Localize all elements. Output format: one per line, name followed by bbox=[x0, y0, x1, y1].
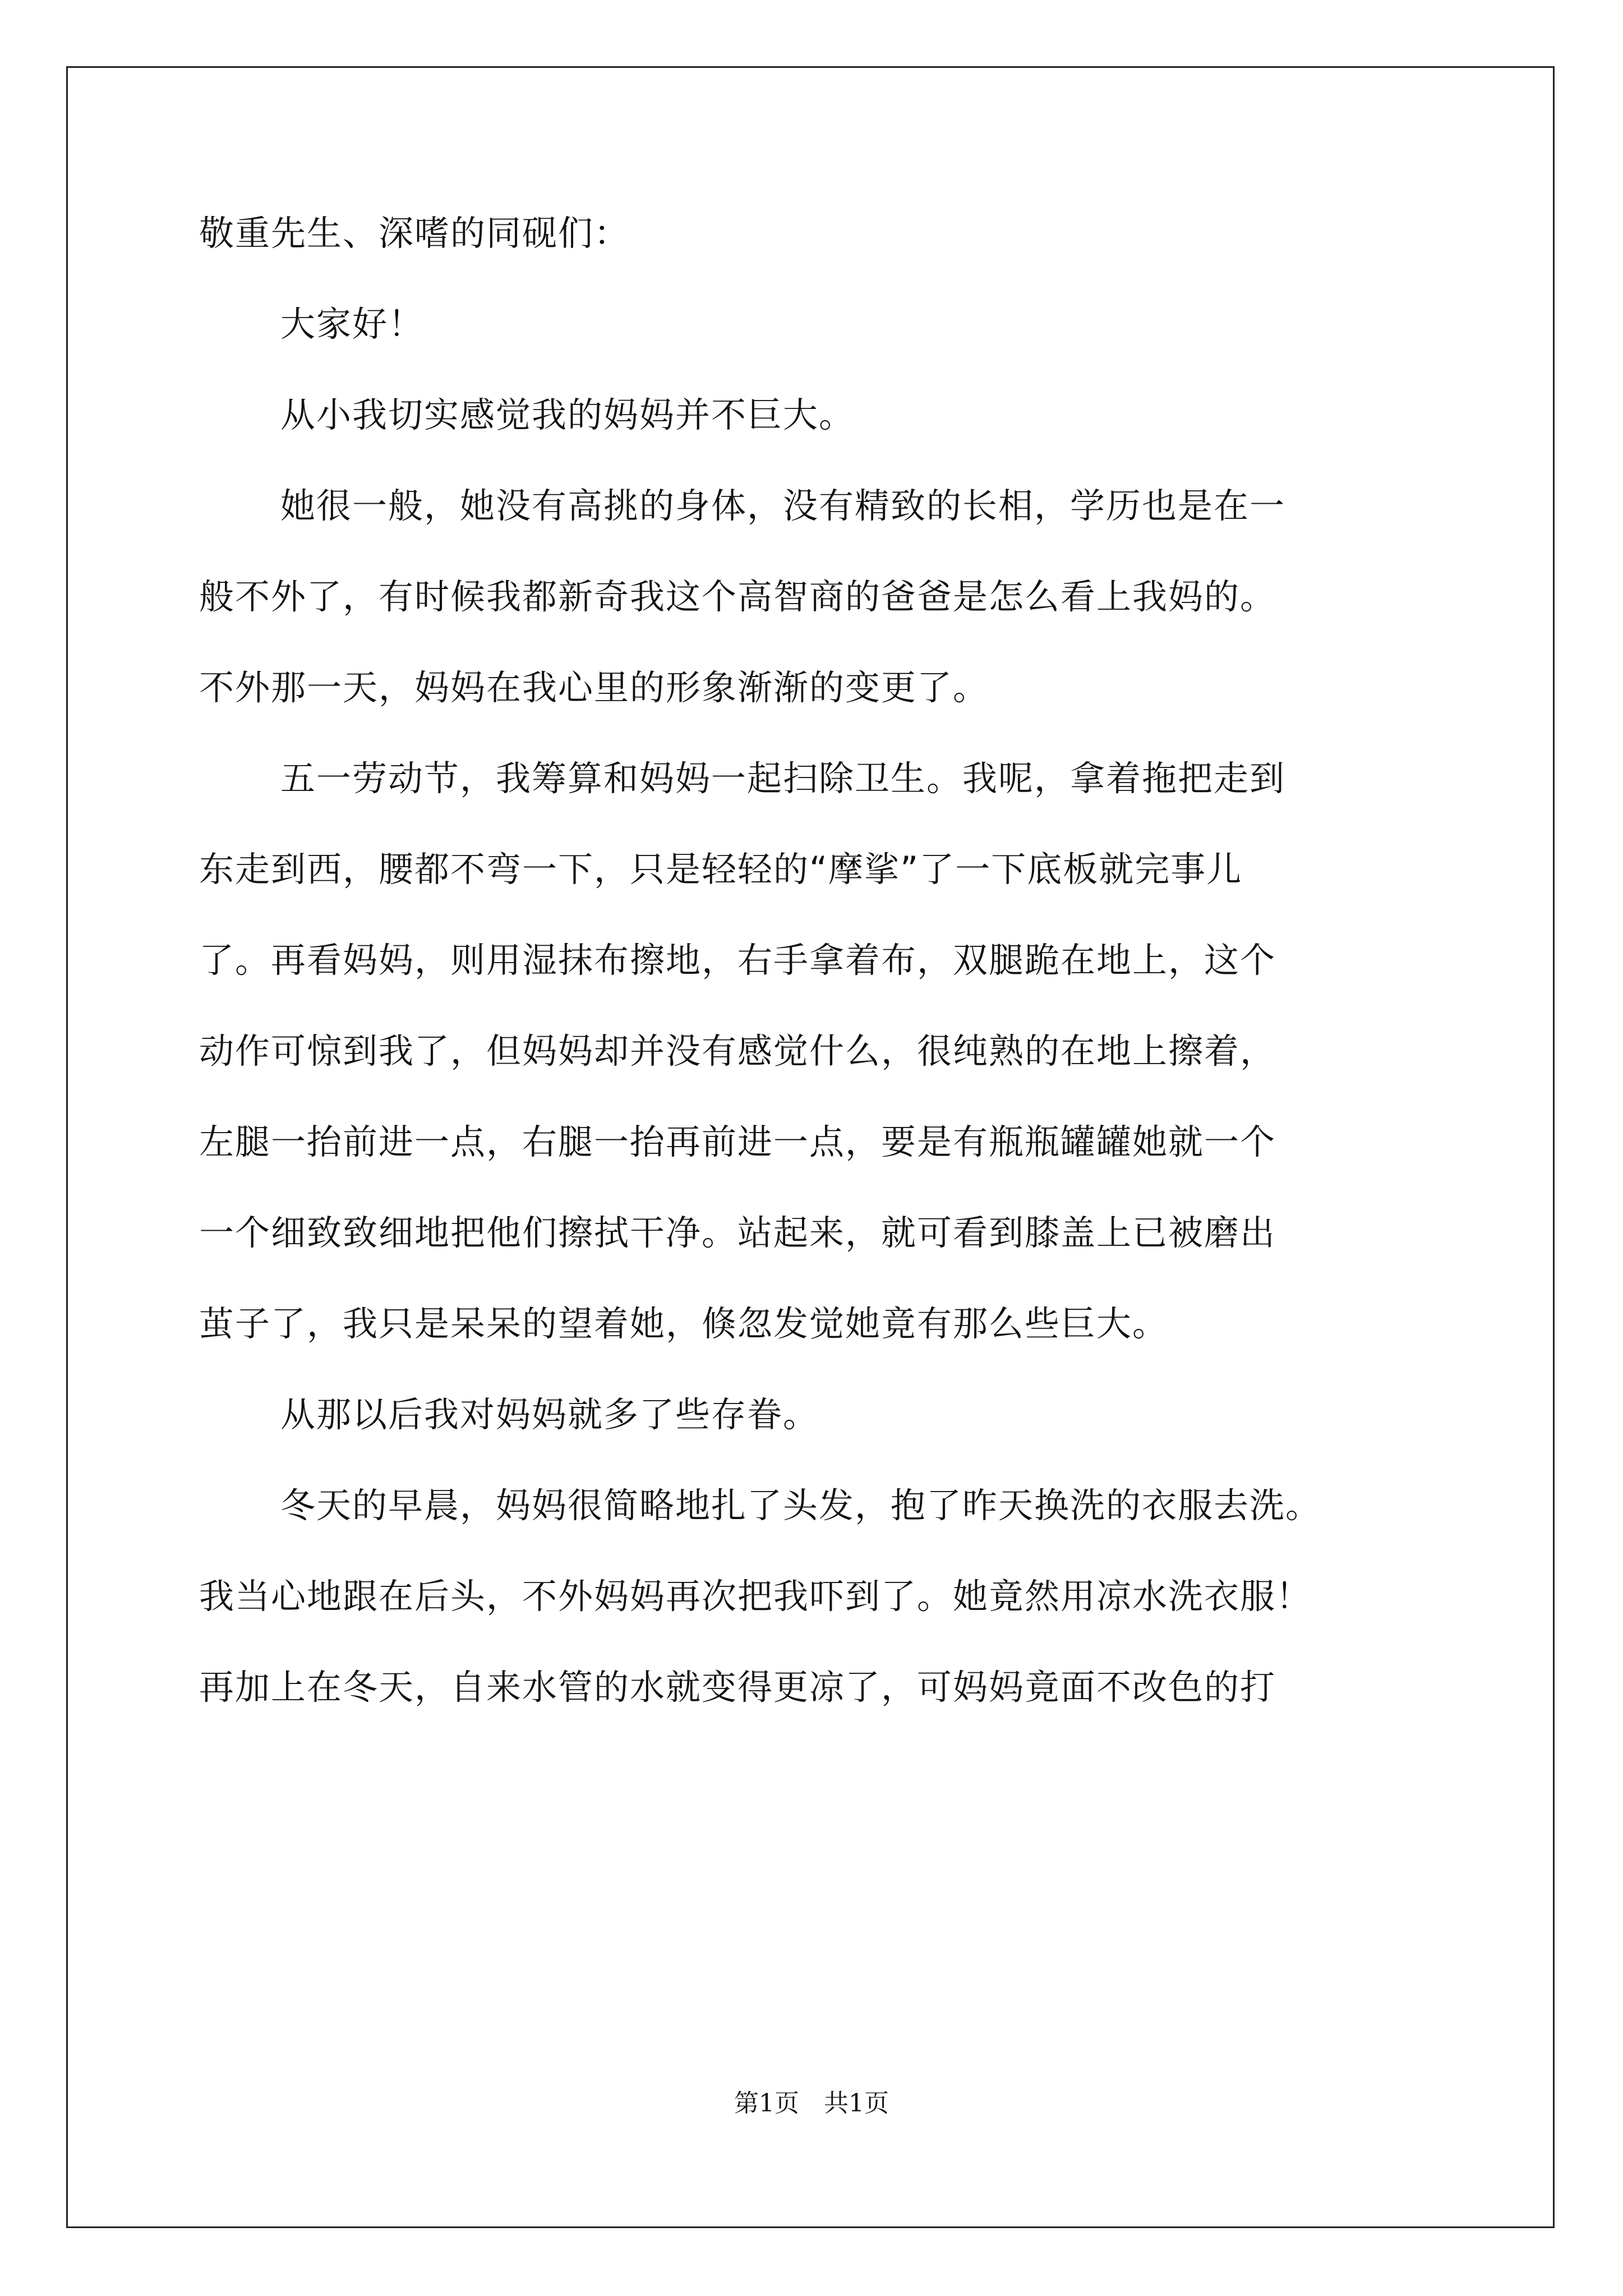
paragraph-line: 从那以后我对妈妈就多了些存眷。 bbox=[280, 1394, 819, 1435]
paragraph-line: 从小我切实感觉我的妈妈并不巨大。 bbox=[280, 394, 855, 435]
page-number-footer: 第1页 共1页 bbox=[734, 2089, 889, 2118]
paragraph-line: 东走到西，腰都不弯一下，只是轻轻的“摩挲”了一下底板就完事儿 bbox=[199, 849, 1243, 890]
paragraph-line: 我当心地跟在后头，不外妈妈再次把我吓到了。她竟然用凉水洗衣服！ bbox=[199, 1576, 1312, 1617]
paragraph-line: 般不外了，有时候我都新奇我这个高智商的爸爸是怎么看上我妈的。 bbox=[199, 576, 1276, 617]
paragraph-line: 再加上在冬天，自来水管的水就变得更凉了，可妈妈竟面不改色的打 bbox=[199, 1667, 1276, 1708]
greeting: 大家好！ bbox=[280, 303, 425, 344]
paragraph-line: 动作可惊到我了，但妈妈却并没有感觉什么，很纯熟的在地上擦着， bbox=[199, 1030, 1276, 1071]
paragraph-line: 冬天的早晨，妈妈很简略地扎了头发，抱了昨天换洗的衣服去洗。 bbox=[280, 1485, 1322, 1526]
paragraph-line: 茧子了，我只是呆呆的望着她，倏忽发觉她竟有那么些巨大。 bbox=[199, 1303, 1169, 1344]
paragraph-line: 不外那一天，妈妈在我心里的形象渐渐的变更了。 bbox=[199, 667, 989, 708]
paragraph-line: 了。再看妈妈，则用湿抹布擦地，右手拿着布，双腿跪在地上，这个 bbox=[199, 940, 1276, 981]
paragraph-line: 左腿一抬前进一点，右腿一抬再前进一点，要是有瓶瓶罐罐她就一个 bbox=[199, 1121, 1276, 1162]
salutation: 敬重先生、深嗜的同砚们： bbox=[199, 213, 630, 254]
paragraph-line: 她很一般，她没有高挑的身体，没有精致的长相，学历也是在一 bbox=[280, 485, 1286, 526]
paragraph-line: 五一劳动节，我筹算和妈妈一起扫除卫生。我呢，拿着拖把走到 bbox=[280, 758, 1286, 799]
paragraph-line: 一个细致致细地把他们擦拭干净。站起来，就可看到膝盖上已被磨出 bbox=[199, 1212, 1276, 1253]
